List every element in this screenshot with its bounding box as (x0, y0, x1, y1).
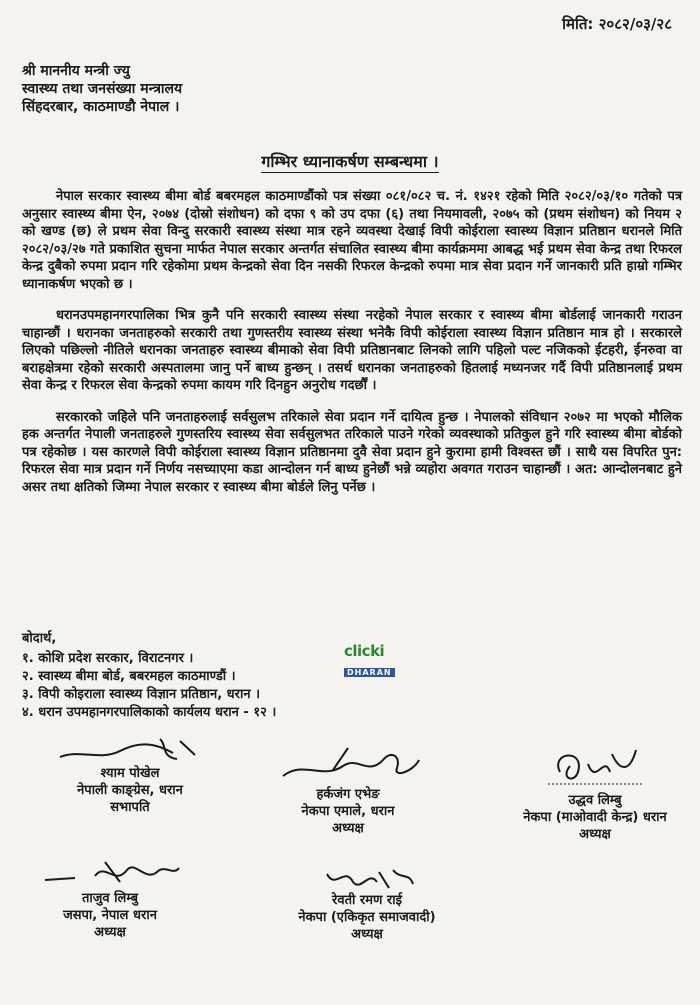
signature-mark (317, 862, 417, 892)
signatory-org: जसपा, नेपाल धरान (63, 908, 157, 923)
signature-mark (55, 735, 205, 765)
letter-date: मिति: २०८२/०३/२८ (562, 15, 672, 33)
signatory-block (20, 852, 200, 941)
signatory-name: हर्कजंग एभेङ (316, 787, 380, 802)
addressee-line: स्वास्थ्य तथा जनसंख्या मन्त्रालय (22, 81, 183, 97)
signatory-block (258, 740, 438, 837)
letter-body (22, 188, 682, 510)
cc-list (22, 630, 276, 722)
cc-item: १. कोशि प्रदेश सरकार, विराटनगर । (22, 651, 194, 666)
signatory-name: ताजुव लिम्बु (81, 891, 138, 906)
watermark-brand: clicki (344, 642, 385, 660)
signatory-role: अध्यक्ष (351, 927, 383, 942)
signatory-block (40, 735, 220, 816)
subject-line (0, 150, 700, 172)
signature-mark (35, 852, 185, 890)
addressee-line: श्री माननीय मन्त्री ज्यु (22, 63, 130, 79)
signatory-block (500, 742, 690, 843)
body-paragraph: सरकारको जहिले पनि जनताहरुलाई सर्वसुलभ तरिकाले सेवा प्रदान गर्ने दायित्व हुन्छ । नेपालको संविधान २०७२ मा भएको मौलिक हक अन्तर्गत नेपाली जनताहरुले गुणस्तरिय स्वास्थ्य सेवा सर्वसुलभत तरिकाले पाउने गरेको व्यवस्थाको प्रतिकुल हुने गरि स्वास्थ्य बीमा बोर्डको पत्र रहेकोछ । यस कारणले विपी कोईराला स्वास्थ्य विज्ञान प्रतिष्ठानमा दुवै सेवा प्रदान हुने कुरामा हामी विश्वस्त छौं । साथै यस विपरित पुन: रिफरल सेवा मात्र प्रदान गर्ने निर्णय नसच्याएमा कडा आन्दोलन गर्न बाध्य हुनेछौं भन्ने व्यहोरा अवगत गराउन चाहान्छौं । अत: आन्दोलनबाट हुने असर तथा क्षतिको जिम्मा नेपाल सरकार र स्वास्थ्य बीमा बोर्डले लिनु पर्नेछ । (22, 409, 682, 495)
cc-item: ४. धरान उपमहानगरपालिकाको कार्यलय धरान - १२ । (22, 705, 277, 720)
signatory-org: नेपाली काङ्ग्रेस, धरान (77, 783, 183, 798)
body-paragraph: धरानउपमहानगरपालिका भित्र कुनै पनि सरकारी स्वास्थ्य संस्था नरहेको नेपाल सरकार र स्वास्थ्य बीमा बोर्डलाई जानकारी गराउन चाहान्छौं । धरानका जनताहरुको सरकारी तथा गुणस्तरीय स्वास्थ्य संस्था भनेकै विपी कोईराला स्वास्थ्य विज्ञान प्रतिष्ठान मात्र हो । सरकारले लिएको पछिल्लो नीतिले धरानका जनताहरु स्वास्थ्य बीमाको सेवा विपी प्रतिष्ठानबाट लिनको लागि पहिलो पल्ट नजिकको ईटहरी, ईनरुवा वा बराहक्षेत्रमा रहेको सरकारी अस्पतालमा जानु पर्ने बाध्य हुन्छन् । तसर्थ धरानका जनताहरुको हितलाई मध्यनजर गर्दै विपी प्रतिष्ठानलाई प्रथम सेवा केन्द्र र रिफरल सेवा केन्द्रको रुपमा कायम गरि दिनहुन अनुरोध गदर्छौं । (22, 308, 682, 393)
signature-mark (273, 740, 423, 786)
cc-title: बोदार्थ, (22, 631, 57, 646)
addressee-block (22, 62, 182, 116)
cc-item: ३. विपी कोइराला स्वास्थ्य विज्ञान प्रतिष्ठान, धरान । (22, 687, 261, 702)
signatory-role: अध्यक्ष (94, 925, 126, 940)
subject-text: गम्भिर ध्यानाकर्षण सम्बन्धमा । (261, 152, 439, 171)
watermark-sub: DHARAN (344, 668, 395, 677)
signatory-name: रेवती रमण राई (332, 893, 402, 908)
signatory-org: नेकपा (माओवादी केन्द्र) धरान (523, 810, 667, 825)
signatory-role: सभापति (110, 800, 150, 815)
cc-item: २. स्वास्थ्य बीमा बोर्ड, बबरमहल काठमाण्डौं । (22, 669, 236, 684)
signatory-role: अध्यक्ष (579, 827, 611, 842)
signatory-name: उद्धव लिम्बु (568, 793, 622, 808)
signatory-org: नेकपा (एकिकृत समाजवादी) (298, 910, 436, 925)
signatory-name: श्याम पोखेल (100, 766, 160, 781)
signatory-role: अध्यक्ष (332, 821, 364, 836)
addressee-line: सिंहदरबार, काठमाण्डौ नेपाल । (22, 99, 180, 115)
signatory-block (272, 862, 462, 943)
signatory-org: नेकपा एमाले, धरान (301, 804, 395, 819)
signature-mark (540, 742, 650, 792)
watermark-logo (344, 642, 404, 678)
body-paragraph: नेपाल सरकार स्वास्थ्य बीमा बोर्ड बबरमहल काठमाण्डौंको पत्र संख्या ०८१/०८२ च. नं. १४२१ रहेको मिति २०८२/०३/१० गतेको पत्र अनुसार स्वास्थ्य बीमा ऐन, २०७४ (दोस्रो संशोधन) को दफा ९ को उप दफा (६) तथा नियमावली, २०७५ को (प्रथम संशोधन) को नियम २ को खण्ड (छ) ले प्रथम सेवा विन्दु सरकारी स्वास्थ्य संस्था मात्र रहने व्यवस्था देखाई विपी कोईराला स्वास्थ्य विज्ञान प्रतिष्ठान धरानले मिति २०८२/०३/२७ गते प्रकाशित सुचना मार्फत नेपाल सरकार अन्तर्गत संचालित स्वास्थ्य बीमा कार्यक्रममा आबद्ध भई प्रथम सेवा केन्द्र तथा रिफरल केन्द्र दुबैको रुपमा प्रदान गरि रहेकोमा प्रथम केन्द्रको सेवा दिन नसकी रिफरल केन्द्रको रुपमा मात्र सेवा प्रदान गर्ने जानकारी प्रति हाम्रो गम्भिर ध्यानाकर्षण भएको छ । (22, 189, 682, 292)
